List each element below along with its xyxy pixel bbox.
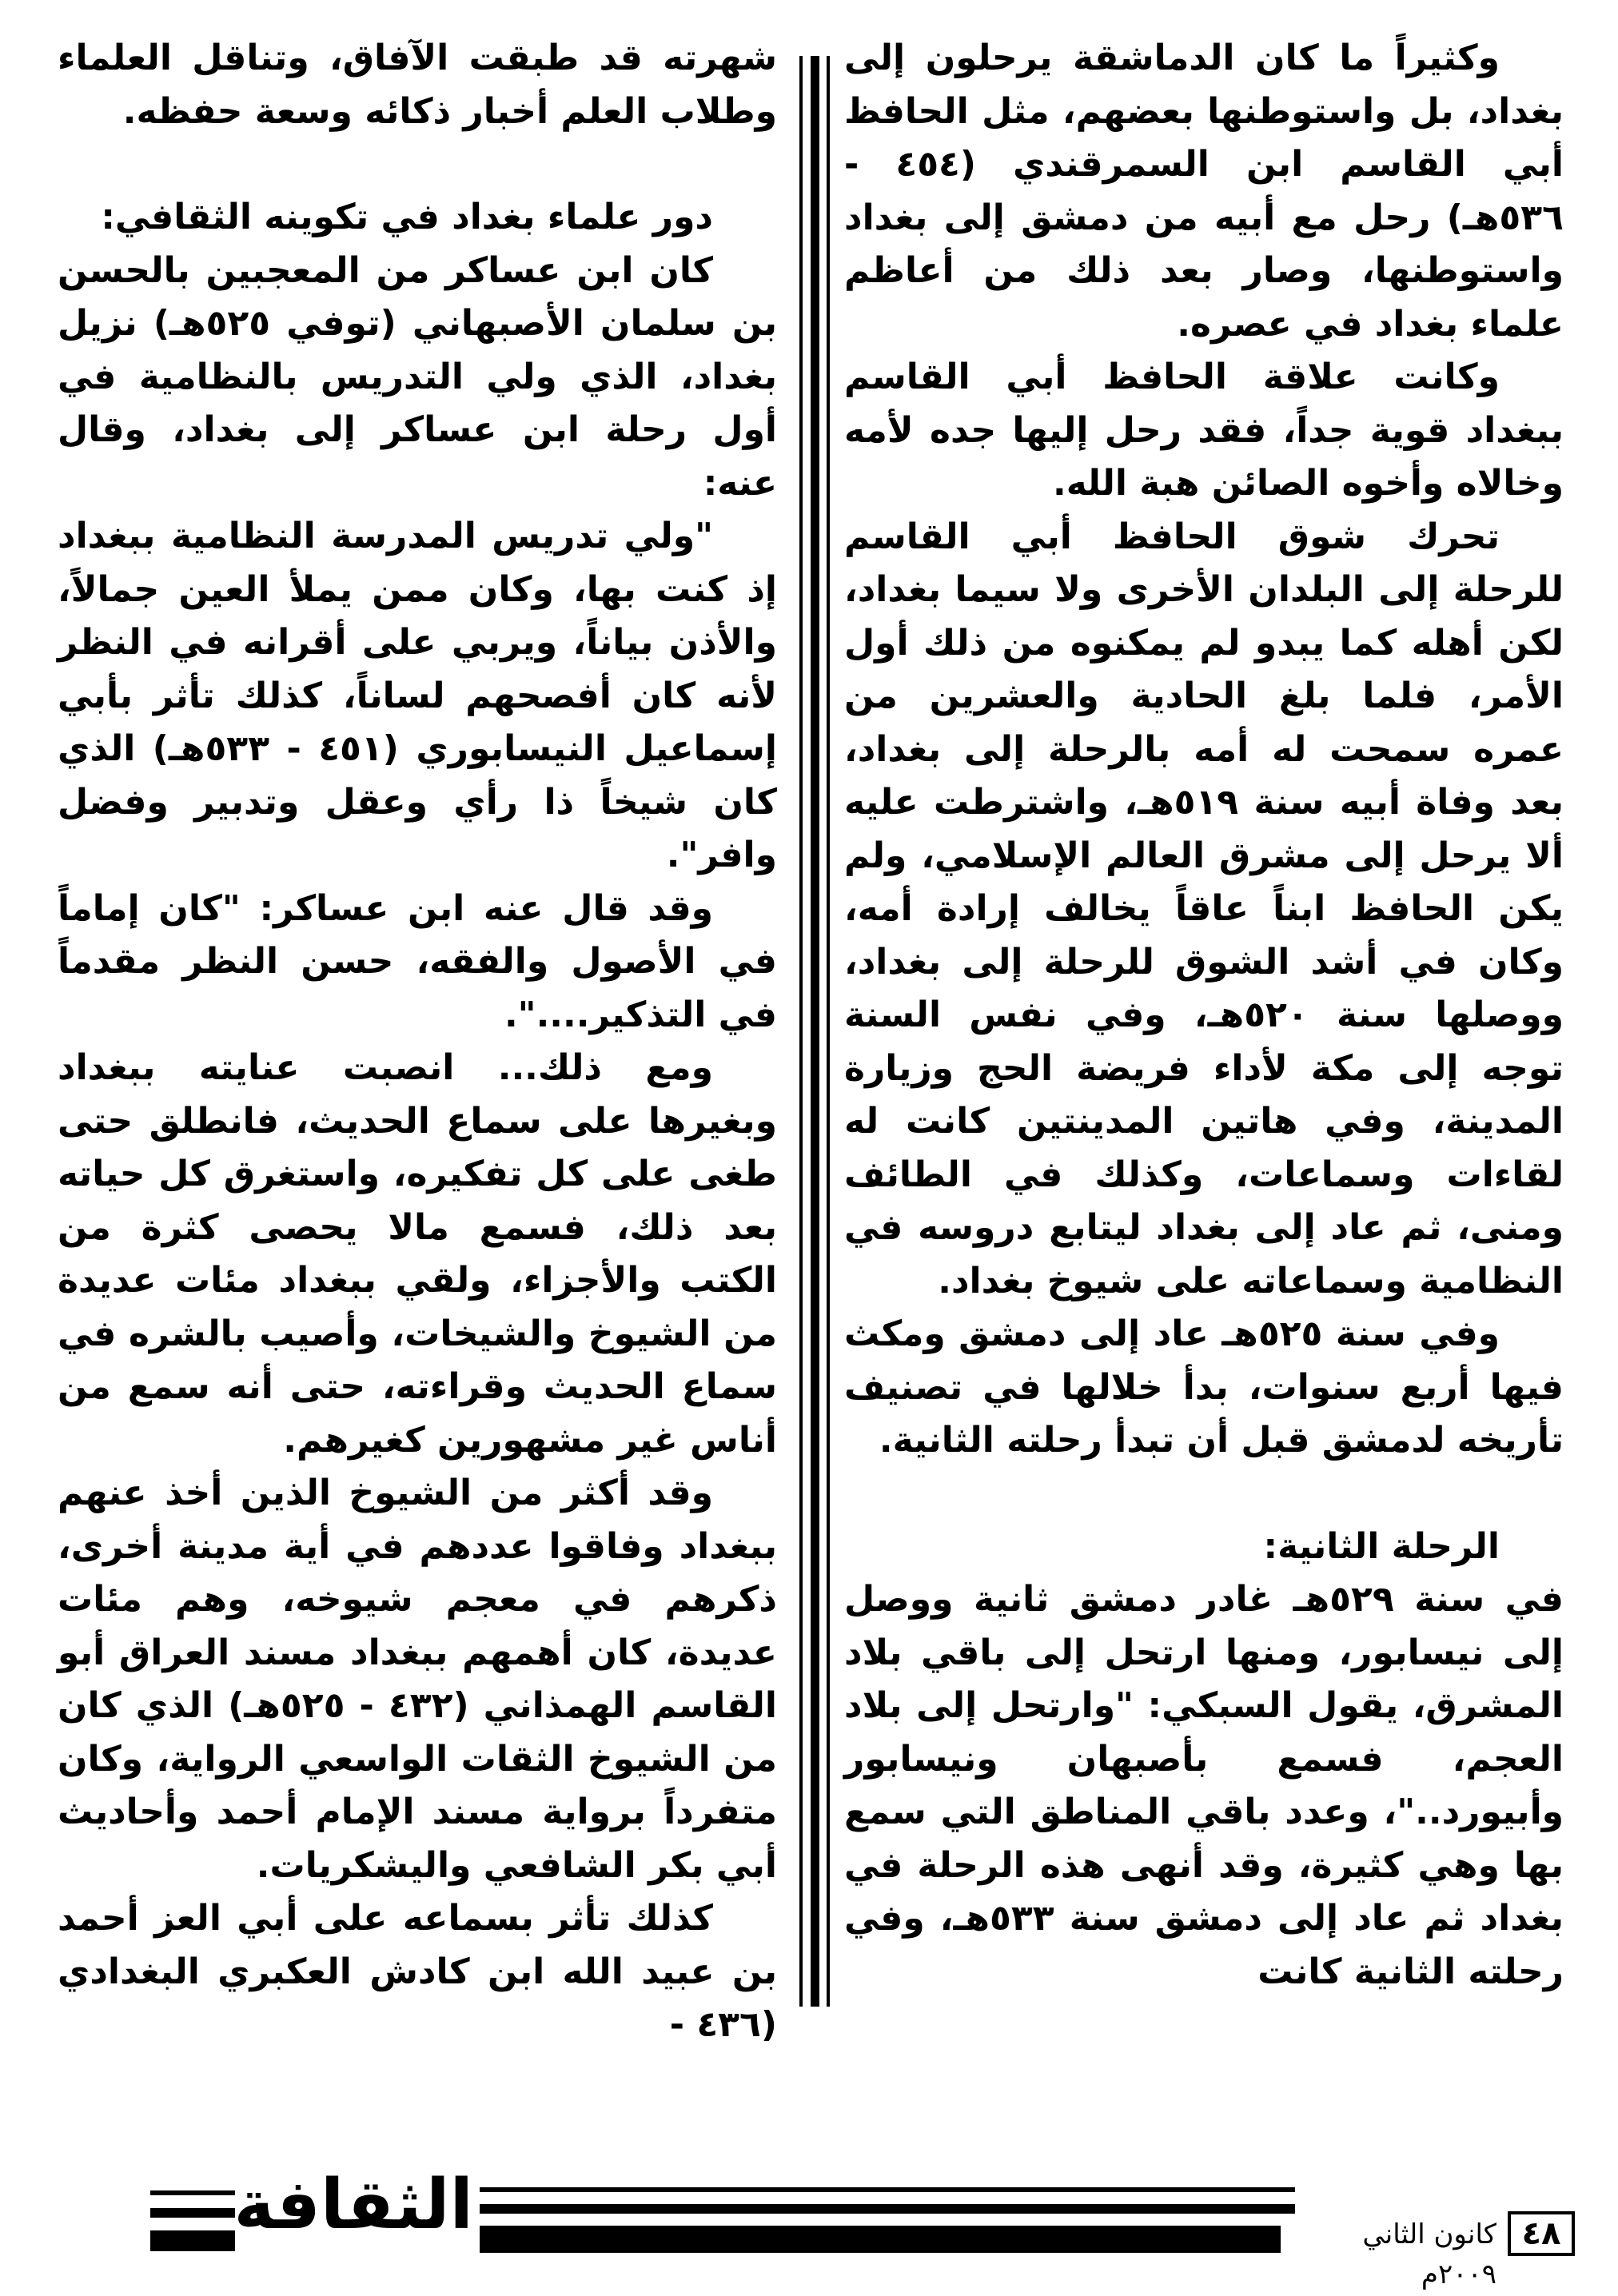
paragraph: ومع ذلك... انصبت عنايته ببغداد وبغيرها على سماع الحديث، فانطلق حتى طغى على كل تفكيره، واستغرق كل حياته بعد ذلك، فسمع مالا يحصى كثرة من الكتب والأجزاء، ولقي ببغداد مئات عديدة من الشيوخ والشيخات، وأصيب بالشره في سماع الحديث وقراءته، حتى أنه سمع من أناس غير مشهورين كغيرهم. <box>58 1047 777 1461</box>
spacer <box>844 1468 1564 1521</box>
left-column <box>58 32 777 2052</box>
footer-bar-long <box>480 2187 1295 2253</box>
paragraph: وفي سنة ٥٢٥هـ عاد إلى دمشق ومكث فيها أربع سنوات، بدأ خلالها في تصنيف تأريخه لدمشق قبل أن تبدأ رحلته الثانية. <box>844 1313 1564 1461</box>
paragraph: كان ابن عساكر من المعجبين بالحسن بن سلمان الأصبهاني (توفي ٥٢٥هـ) نزيل بغداد، الذي ولي التدريس بالنظامية في أول رحلة ابن عساكر إلى بغداد، وقال عنه: <box>58 249 777 504</box>
magazine-logo: الثقافة <box>233 2165 473 2245</box>
spacer <box>58 138 777 191</box>
separator-line <box>827 56 830 2007</box>
column-separator <box>799 56 830 2007</box>
section-heading: دور علماء بغداد في تكوينه الثقافي: <box>101 197 713 237</box>
paragraph: في سنة ٥٢٩هـ غادر دمشق ثانية ووصل إلى نيسابور، ومنها ارتحل إلى باقي بلاد المشرق، يقول السبكي: "وارتحل إلى بلاد العجم، فسمع بأصبهان ونيسابور وأبيورد.."، وعدد باقي المناطق التي سمع بها وهي كثيرة، وقد أنهى هذه الرحلة في بغداد ثم عاد إلى دمشق سنة ٥٣٣هـ، وفي رحلته الثانية كانت <box>844 1579 1564 1992</box>
paragraph: وكانت علاقة الحافظ أبي القاسم ببغداد قوية جداً، فقد رحل إليها جده لأمه وخالاه وأخوه الصائن هبة الله. <box>844 357 1564 504</box>
paragraph: شهرته قد طبقت الآفاق، وتناقل العلماء وطلاب العلم أخبار ذكائه وسعة حفظه. <box>58 38 777 132</box>
issue-date: كانون الثاني ٢٠٠٩م <box>1281 2214 1501 2254</box>
section-heading: الرحلة الثانية: <box>1263 1525 1500 1567</box>
paragraph: تحرك شوق الحافظ أبي القاسم للرحلة إلى البلدان الأخرى ولا سيما بغداد، لكن أهله كما يبدو لم يمكنوه من ذلك أول الأمر، فلما بلغ الحادية والعشرين من عمره سمحت له أمه بالرحلة إلى بغداد، بعد وفاة أبيه سنة ٥١٩هـ، واشترطت عليه ألا يرحل إلى مشرق العالم الإسلامي، ولم يكن الحافظ ابناً عاقاً يخالف إرادة أمه، وكان في أشد الشوق للرحلة إلى بغداد، ووصلها سنة ٥٢٠هـ، وفي نفس السنة توجه إلى مكة لأداء فريضة الحج وزيارة المدينة، وفي هاتين المدينتين كانت له لقاءات وسماعات، وكذلك في الطائف ومنى، ثم عاد إلى بغداد ليتابع دروسه في النظامية وسماعاته على شيوخ بغداد. <box>844 516 1564 1301</box>
page-number: ٤٨ <box>1508 2211 1575 2256</box>
footer-bar-left <box>150 2190 235 2251</box>
separator-line <box>811 56 819 2007</box>
right-column <box>844 32 1564 1999</box>
paragraph: وقد قال عنه ابن عساكر: "كان إماماً في الأصول والفقه، حسن النظر مقدماً في التذكير....". <box>58 887 777 1035</box>
paragraph: وقد أكثر من الشيوخ الذين أخذ عنهم ببغداد وفاقوا عددهم في أية مدينة أخرى، ذكرهم في معجم شيوخه، وهم مئات عديدة، كان أهمهم ببغداد مسند العراق أبو القاسم الهمذاني (٤٣٢ - ٥٢٥هـ) الذي كان من الشيوخ الثقات الواسعي الرواية، وكان متفرداً برواية مسند الإمام أحمد وأحاديث أبي بكر الشافعي واليشكريات. <box>58 1473 778 1886</box>
paragraph: وكثيراً ما كان الدماشقة يرحلون إلى بغداد، بل واستوطنها بعضهم، مثل الحافظ أبي القاسم ابن السمرقندي (٤٥٤ - ٥٣٦هـ) رحل مع أبيه من دمشق إلى بغداد واستوطنها، وصار بعد ذلك من أعاظم علماء بغداد في عصره. <box>844 38 1564 345</box>
paragraph: كذلك تأثر بسماعه على أبي العز أحمد بن عبيد الله ابن كادش العكبري البغدادي (٤٣٦ - <box>58 1898 777 2045</box>
separator-line <box>799 56 803 2007</box>
quote-paragraph: "ولي تدريس المدرسة النظامية ببغداد إذ كنت بها، وكان ممن يملأ العين جمالاً، والأذن بياناً، ويربي على أقرانه في النظر لأنه كان أفصحهم لساناً، كذلك تأثر بأبي إسماعيل النيسابوري (٤٥١ - ٥٣٣هـ) الذي كان شيخاً ذا رأي وعقل وتدبير وفضل وافر". <box>58 516 778 875</box>
page-footer <box>0 2158 1618 2290</box>
